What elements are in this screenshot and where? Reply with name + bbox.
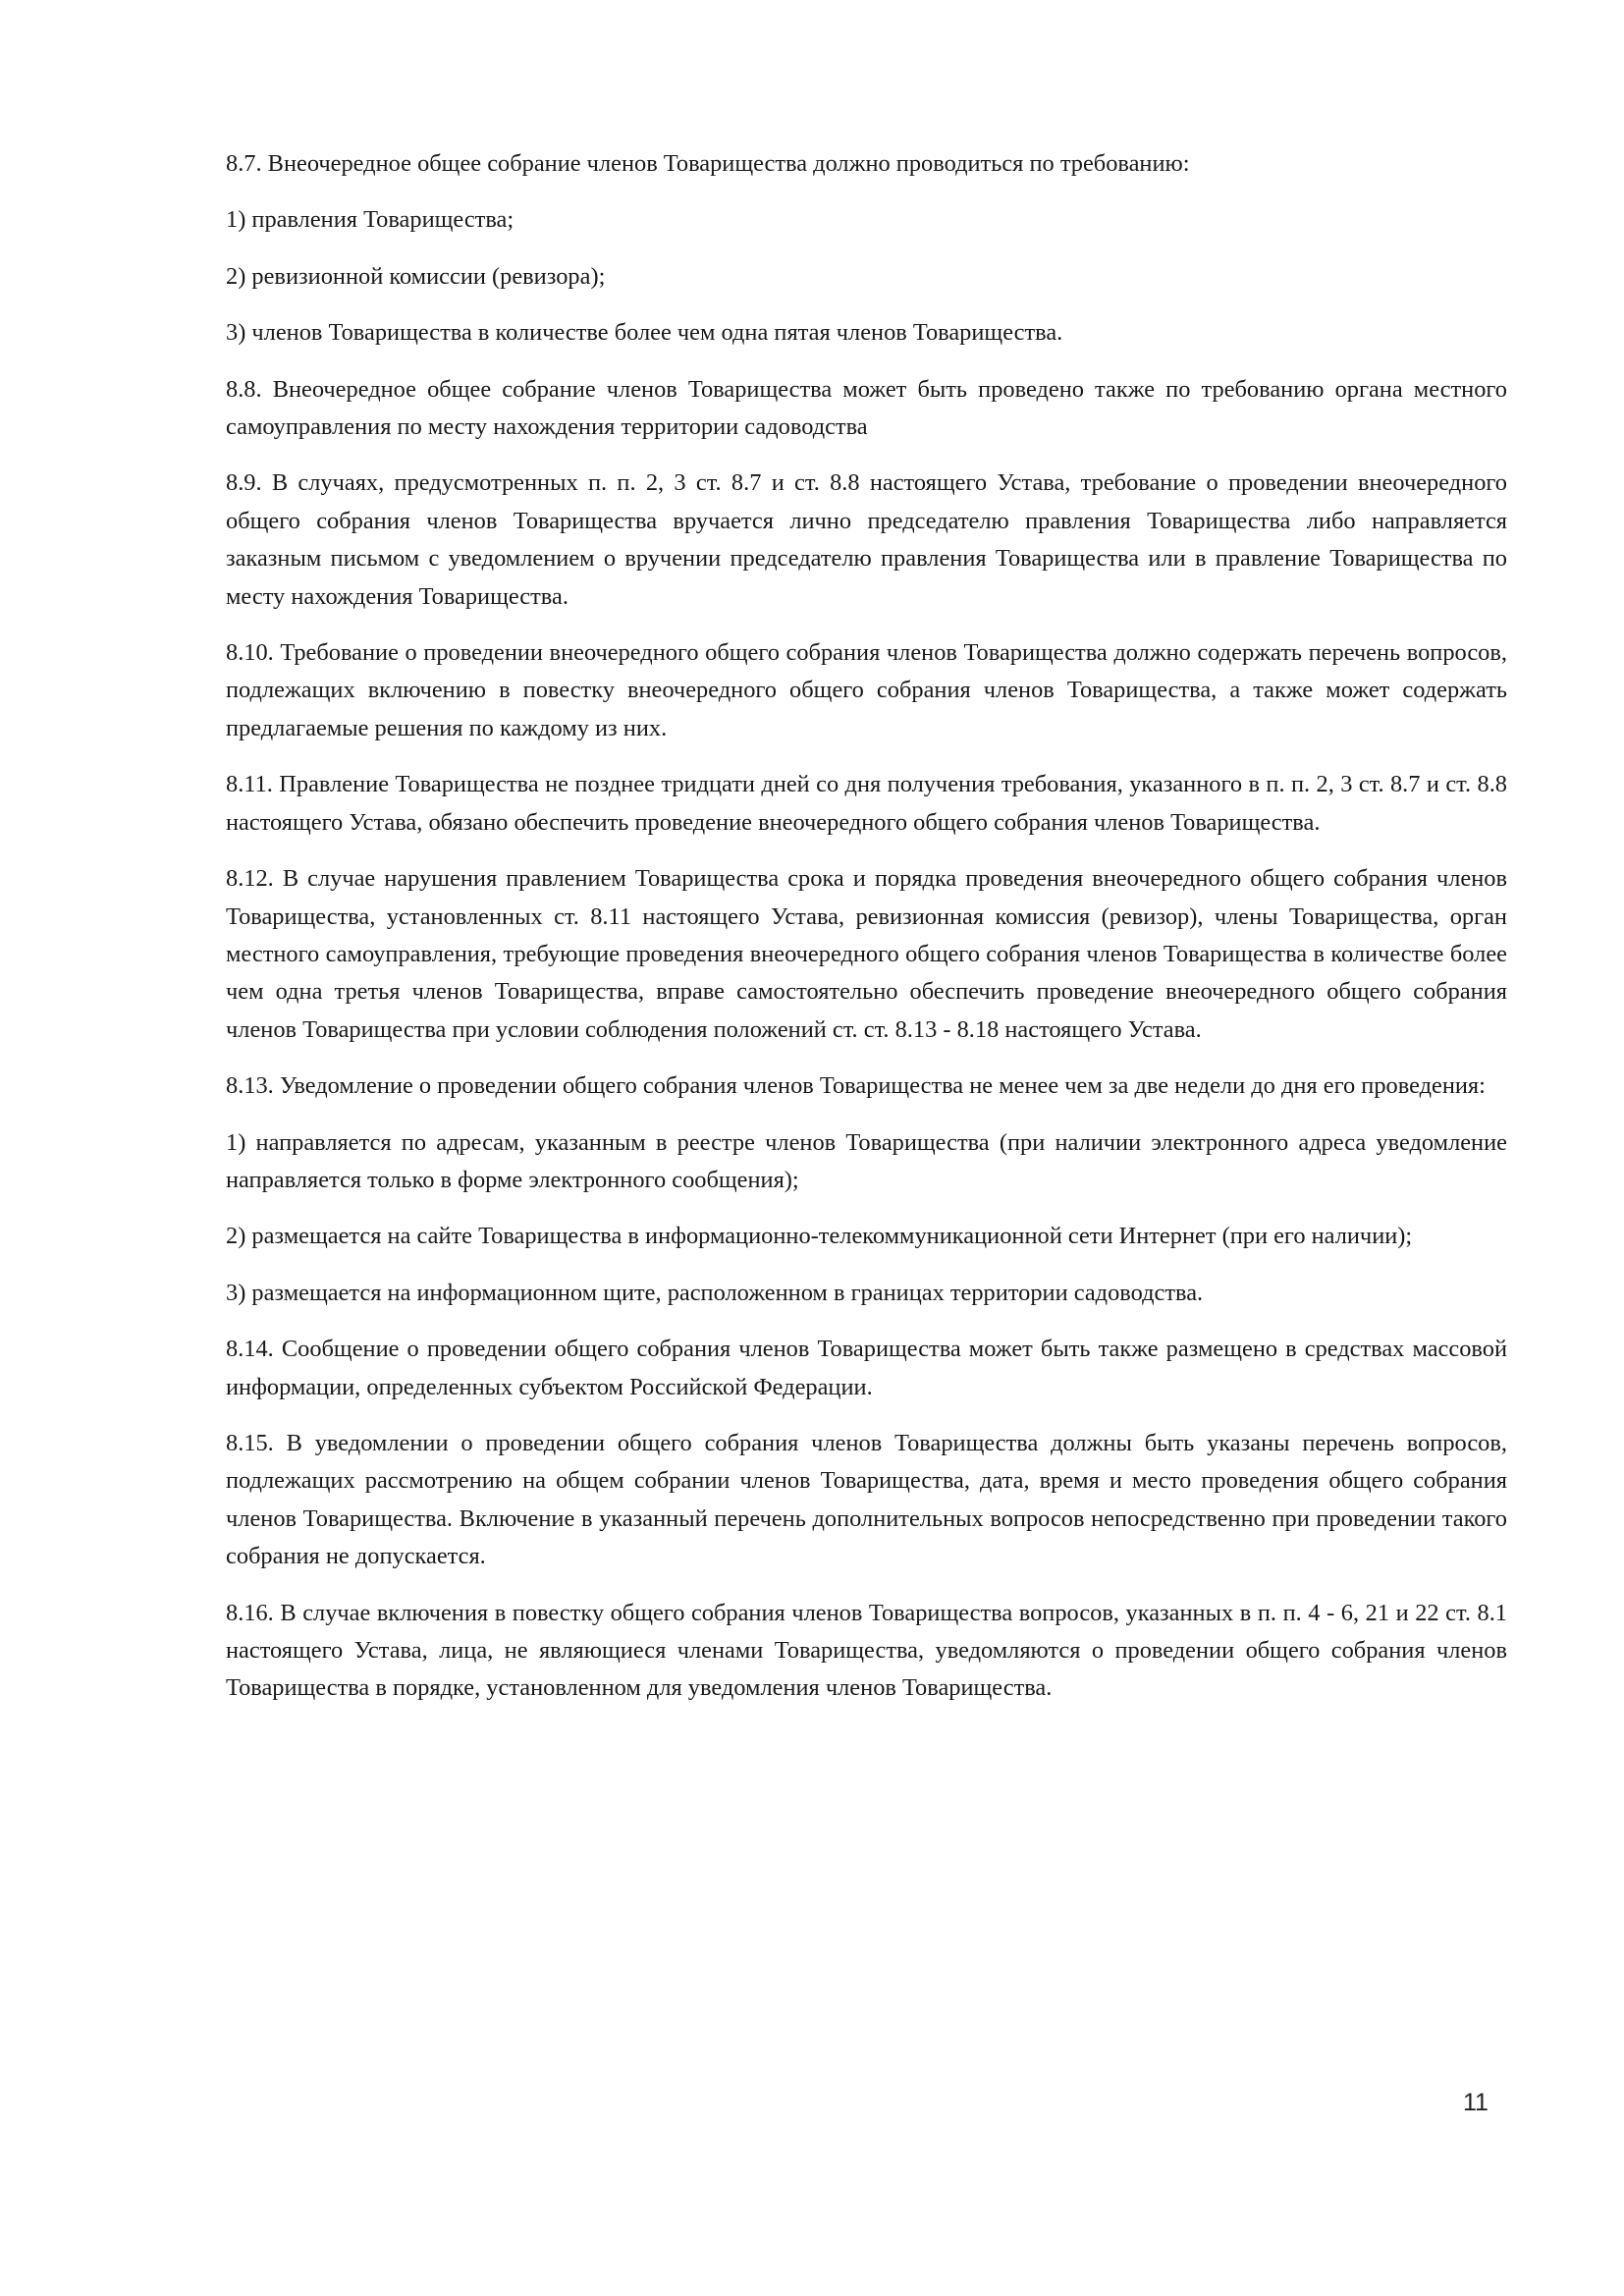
document-body [226,145,1507,1726]
paragraph-8-14: 8.14. Сообщение о проведении общего собрания членов Товарищества может быть также размещено в средствах массовой информации, определенных субъектом Российской Федерации. [226,1336,1507,1400]
paragraph-8-13: 8.13. Уведомление о проведении общего собрания членов Товарищества не менее чем за две недели до дня его проведения: [226,1072,1486,1100]
page-number: 11 [1463,2089,1489,2116]
paragraph-8-15: 8.15. В уведомлении о проведении общего собрания членов Товарищества должны быть указаны перечень вопросов, подлежащих рассмотрению на общем собрании членов Товарищества, дата, время и место проведения общего собрания членов Товарищества. Включение в указанный перечень дополнительных вопросов непосредственно при проведении такого собрания не допускается. [226,1429,1507,1570]
paragraph-8-8: 8.8. Внеочередное общее собрание членов Товарищества может быть проведено также по требованию органа местного самоуправления по месту нахождения территории садоводства [226,375,1507,441]
list-item-8-13-1: 1) направляется по адресам, указанным в реестре членов Товарищества (при наличии электронного адреса уведомление направляется только в форме электронного сообщения); [226,1128,1507,1193]
paragraph-8-7: 8.7. Внеочередное общее собрание членов Товарищества должно проводиться по требованию: [226,150,1190,177]
paragraph-8-10: 8.10. Требование о проведении внеочередного общего собрания членов Товарищества должно содержать перечень вопросов, подлежащих включению в повестку внеочередного общего собрания членов Товарищества, а также может содержать предлагаемые решения по каждому из них. [226,639,1507,741]
list-item-8-13-3: 3) размещается на информационном щите, расположенном в границах территории садоводства. [226,1279,1204,1306]
list-item-8-7-1: 1) правления Товарищества; [226,206,514,234]
list-item-8-13-2: 2) размещается на сайте Товарищества в информационно-телекоммуникационной сети Интернет (при его наличии); [226,1223,1413,1250]
list-item-8-7-3: 3) членов Товарищества в количестве более чем одна пятая членов Товарищества. [226,319,1063,347]
paragraph-8-16: 8.16. В случае включения в повестку общего собрания членов Товарищества вопросов, указанных в п. п. 4 - 6, 21 и 22 ст. 8.1 настоящего Устава, лица, не являющиеся членами Товарищества, уведомляются о проведении общего собрания членов Товарищества в порядке, установленном для уведомления членов Товарищества. [226,1599,1507,1702]
list-item-8-7-2: 2) ревизионной комиссии (ревизора); [226,262,606,290]
paragraph-8-9: 8.9. В случаях, предусмотренных п. п. 2, 3 ст. 8.7 и ст. 8.8 настоящего Устава, требование о проведении внеочередного общего собрания членов Товарищества вручается лично председателю правления Товарищества либо направляется заказным письмом с уведомлением о вручении председателю правления Товарищества или в правление Товарищества по месту нахождения Товарищества. [226,469,1507,610]
paragraph-8-12: 8.12. В случае нарушения правлением Товарищества срока и порядка проведения внеочередного общего собрания членов Товарищества, установленных ст. 8.11 настоящего Устава, ревизионная комиссия (ревизор), члены Товарищества, орган местного самоуправления, требующие проведения внеочередного общего собрания членов Товарищества в количестве более чем одна третья членов Товарищества, вправе самостоятельно обеспечить проведение внеочередного общего собрания членов Товарищества при условии соблюдения положений ст. ст. 8.13 - 8.18 настоящего Устава. [226,865,1507,1043]
paragraph-8-11: 8.11. Правление Товарищества не позднее тридцати дней со дня получения требования, указанного в п. п. 2, 3 ст. 8.7 и ст. 8.8 настоящего Устава, обязано обеспечить проведение внеочередного общего собрания членов Товарищества. [226,771,1507,836]
